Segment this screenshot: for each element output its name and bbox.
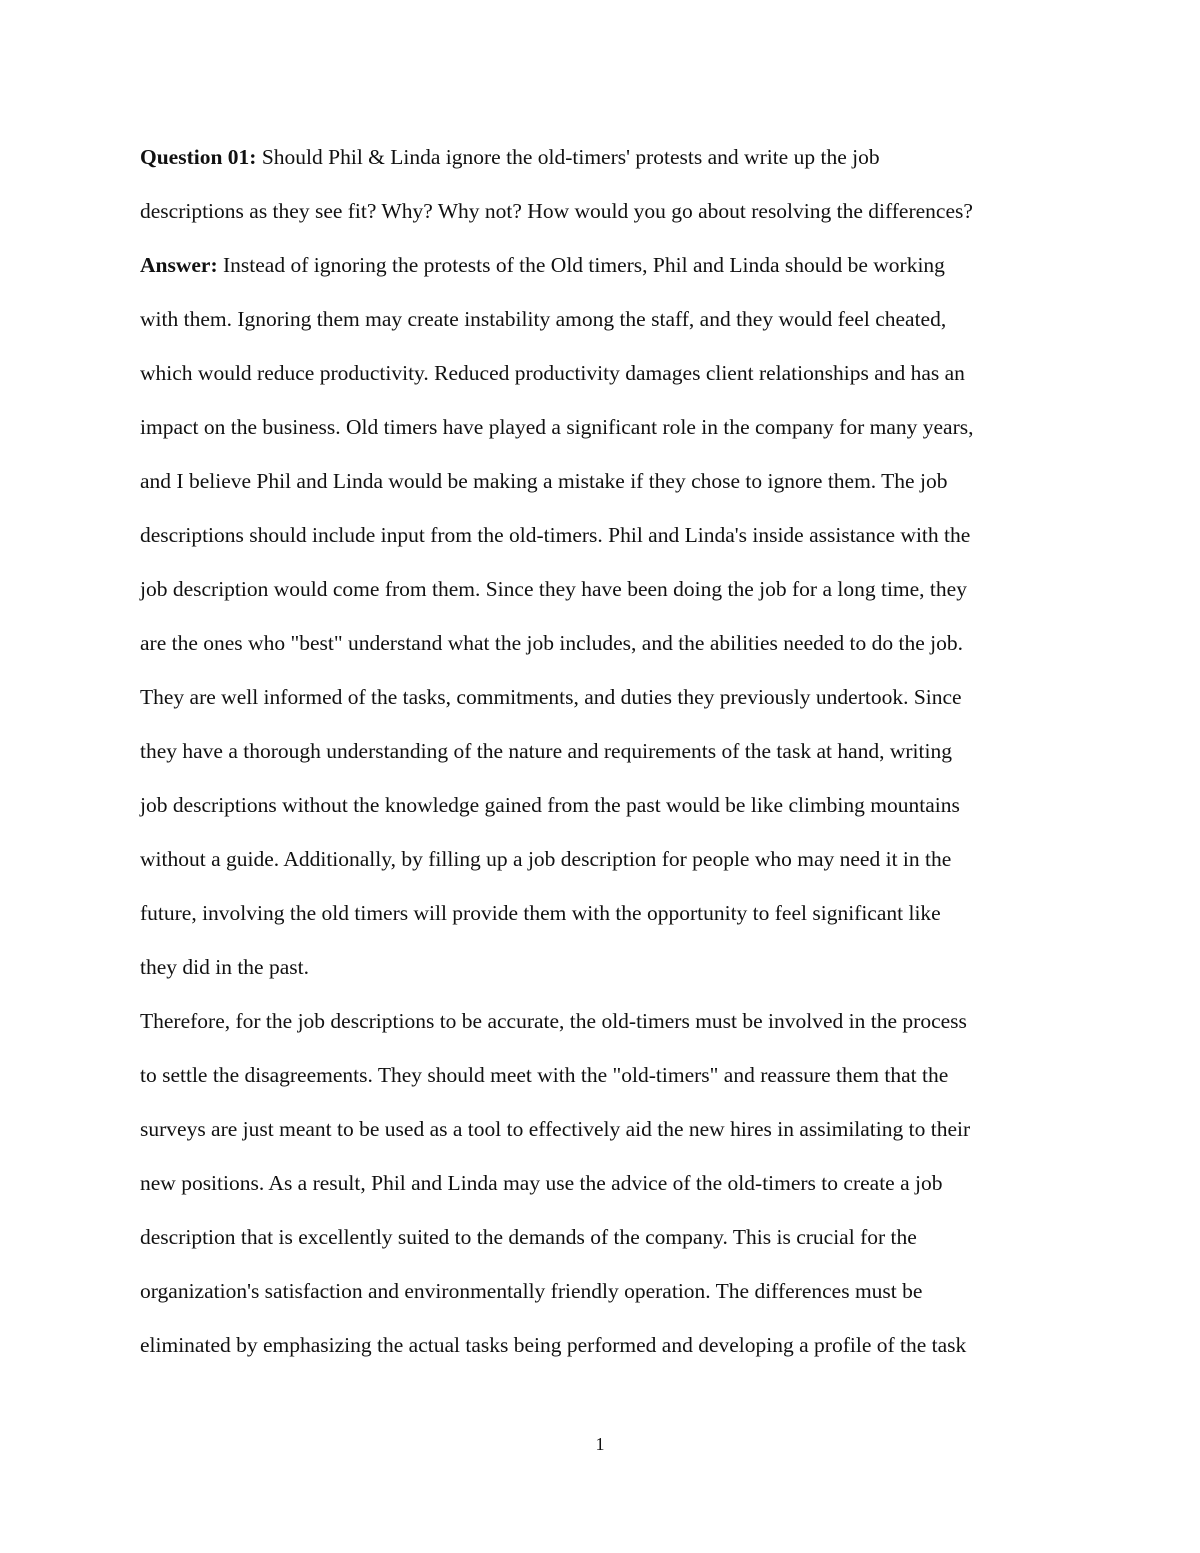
- answer-line: with them. Ignoring them may create instability among the staff, and they would feel cheated,: [140, 307, 947, 331]
- answer-line: and I believe Phil and Linda would be making a mistake if they chose to ignore them. The job: [140, 469, 948, 493]
- question-line: Question 01: Should Phil & Linda ignore the old-timers' protests and write up the job: [140, 145, 880, 169]
- answer-line: they did in the past.: [140, 955, 309, 979]
- answer-line: descriptions should include input from the old-timers. Phil and Linda's inside assistance with the: [140, 523, 971, 547]
- conclusion-line: organization's satisfaction and environmentally friendly operation. The differences must be: [140, 1279, 923, 1303]
- answer-line: they have a thorough understanding of the nature and requirements of the task at hand, writing: [140, 739, 952, 763]
- answer-line: which would reduce productivity. Reduced productivity damages client relationships and has an: [140, 361, 965, 385]
- answer-line: impact on the business. Old timers have played a significant role in the company for many years,: [140, 415, 974, 439]
- answer-line: Answer: Instead of ignoring the protests of the Old timers, Phil and Linda should be working: [140, 253, 945, 277]
- question-line: descriptions as they see fit? Why? Why not? How would you go about resolving the differences?: [140, 199, 973, 223]
- conclusion-line: eliminated by emphasizing the actual tasks being performed and developing a profile of the task: [140, 1333, 967, 1357]
- answer-label: Answer:: [140, 253, 218, 277]
- answer-line: are the ones who "best" understand what the job includes, and the abilities needed to do the job.: [140, 631, 963, 655]
- answer-line: job description would come from them. Since they have been doing the job for a long time, they: [140, 577, 967, 601]
- conclusion-line: to settle the disagreements. They should meet with the "old-timers" and reassure them that the: [140, 1063, 949, 1087]
- page-number: 1: [595, 1434, 605, 1454]
- conclusion-line: Therefore, for the job descriptions to be accurate, the old-timers must be involved in the process: [140, 1009, 967, 1033]
- conclusion-line: description that is excellently suited to the demands of the company. This is crucial for the: [140, 1225, 917, 1249]
- conclusion-line: new positions. As a result, Phil and Linda may use the advice of the old-timers to create a job: [140, 1171, 943, 1195]
- answer-line: They are well informed of the tasks, commitments, and duties they previously undertook. Since: [140, 685, 962, 709]
- conclusion-line: surveys are just meant to be used as a tool to effectively aid the new hires in assimilating to their: [140, 1117, 971, 1141]
- document-body: [140, 130, 1070, 1372]
- answer-line: job descriptions without the knowledge gained from the past would be like climbing mountains: [140, 793, 960, 817]
- question-label: Question 01:: [140, 145, 257, 169]
- answer-line: without a guide. Additionally, by filling up a job description for people who may need it in the: [140, 847, 952, 871]
- answer-line: future, involving the old timers will provide them with the opportunity to feel significant like: [140, 901, 941, 925]
